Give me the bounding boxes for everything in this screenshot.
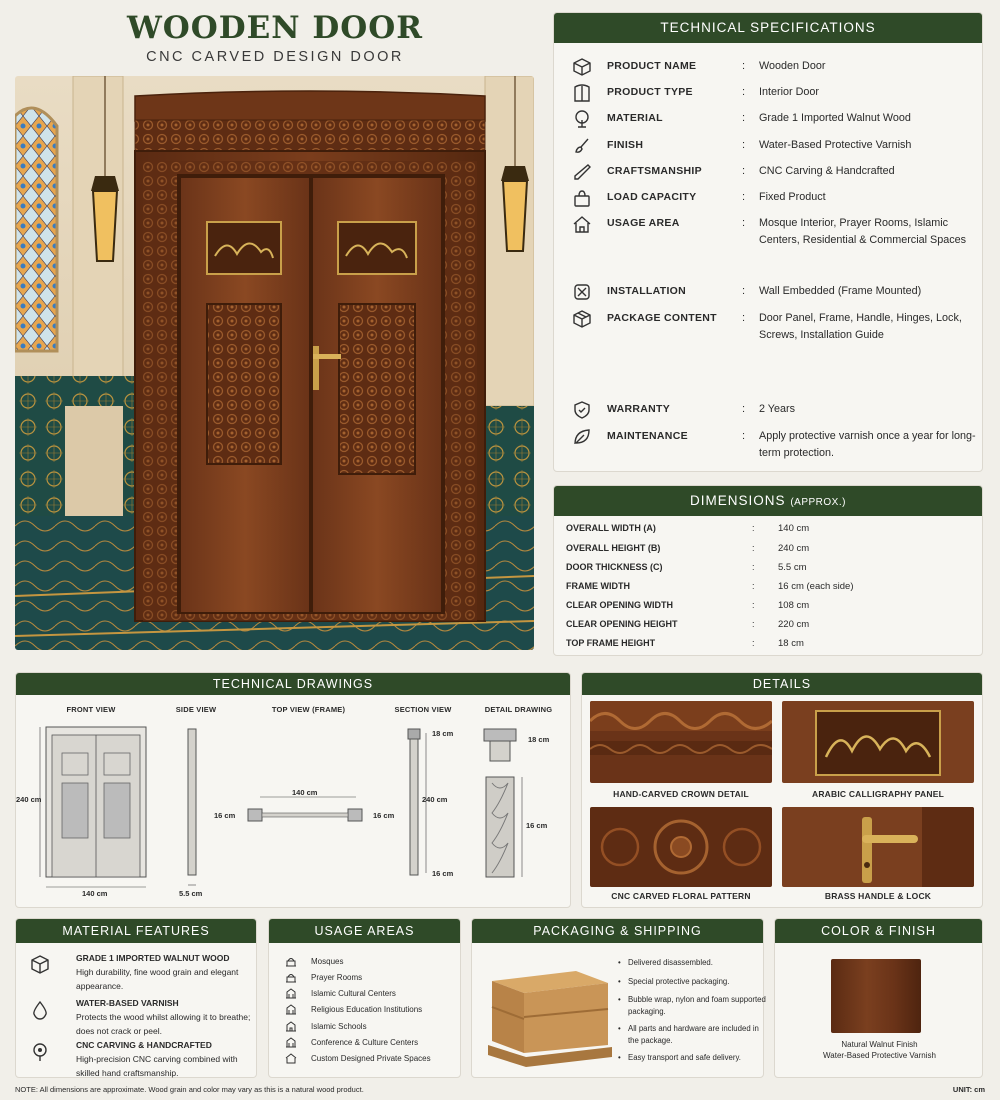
cube-icon <box>572 58 592 76</box>
door-icon <box>572 84 592 102</box>
brush-icon <box>572 137 592 155</box>
calligraphy-panel-image <box>782 701 974 783</box>
mosque-icon <box>285 971 297 983</box>
dimensions-heading: DIMENSIONS (APPROX.) <box>554 486 982 516</box>
technical-drawings-panel: TECHNICAL DRAWINGS FRONT VIEW SIDE VIEW TOP VIEW (FRAME) SECTION VIEW DETAIL DRAWING 240 cm 140 cm 5.5 cm 140 cm 16 cm 16 cm 18 cm 240 cm 16 cm 18 cm 16 cm <box>15 672 571 908</box>
caption-calligraphy: ARABIC CALLIGRAPHY PANEL <box>812 789 944 799</box>
section-view-label: SECTION VIEW <box>394 705 452 714</box>
technical-specifications-heading: TECHNICAL SPECIFICATIONS <box>554 13 982 43</box>
dimensions-panel: DIMENSIONS (APPROX.) OVERALL WIDTH (A) : 140 cm OVERALL HEIGHT (B) : 240 cm DOOR THICKNESS (C) : 5.5 cm FRAME WIDTH : 16 cm (each side) CLEAR OPENING WIDTH : 108 cm CLEAR OPENING HEIGHT : 220 cm TOP FRAME HEIGHT : 18 cm <box>553 485 983 656</box>
leaf-icon <box>572 428 592 446</box>
box-icon <box>572 310 592 328</box>
front-view-label: FRONT VIEW <box>66 705 116 714</box>
finish-type: Water-Based Protective Varnish <box>823 1051 936 1060</box>
details-heading: DETAILS <box>582 673 982 695</box>
caption-handle: BRASS HANDLE & LOCK <box>824 891 932 901</box>
color-finish-panel <box>774 918 983 1078</box>
side-view-label: SIDE VIEW <box>175 705 217 714</box>
page-title: WOODEN DOOR <box>126 10 424 46</box>
packaging-item: • Bubble wrap, nylon and foam supported packaging. <box>628 994 768 1018</box>
weight-icon <box>572 189 592 207</box>
shield-icon <box>572 401 592 419</box>
color-finish-heading: COLOR & FINISH <box>775 919 982 943</box>
details-panel <box>581 672 983 908</box>
building-icon <box>285 1003 297 1015</box>
packaging-item: • Special protective packaging. <box>628 976 768 988</box>
usage-areas-panel: USAGE AREAS Mosques Prayer Rooms Islamic Cultural Centers Religious Education Institutions Islamic Schools Conference & Culture Centers Custom Designed Private Spaces <box>268 918 461 1078</box>
footnote: NOTE: All dimensions are approximate. Wood grain and color may vary as this is a natural wood product. <box>15 1085 364 1094</box>
walnut-swatch <box>831 959 921 1033</box>
technical-drawings-heading: TECHNICAL DRAWINGS <box>16 673 570 695</box>
finish-name: Natural Walnut Finish <box>841 1040 918 1049</box>
top-view-label: TOP VIEW (FRAME) <box>271 705 346 714</box>
technical-specifications-panel: TECHNICAL SPECIFICATIONS PRODUCT NAME : Wooden Door PRODUCT TYPE : Interior Door MATERIAL : Grade 1 Imported Walnut Wood FINISH : Water-Based Protective Varnish CRAFTSMANSHIP : CNC Carving & Handcrafted LOAD CAPACITY : Fixed Product USAGE AREA : Mosque Interior, Prayer Rooms, Islamic Centers, Residential & Commercial Spaces INSTALLATION : Wall Embedded (Frame Mounted) PACKAGE CONTENT : Door Panel, Frame, Handle, Hinges, Lock, Screws, Installation Guide WARRANTY : 2 Years MAINTENANCE : Apply protective varnish once a year for long-term protection. <box>553 12 983 472</box>
unit-label: UNIT: cm <box>952 1085 985 1094</box>
floral-pattern-image <box>590 807 772 887</box>
tree-icon <box>572 110 592 128</box>
detail-drawing-label: DETAIL DRAWING <box>484 705 553 714</box>
crown-detail-image <box>590 701 772 783</box>
wooden-crate-image <box>486 957 614 1069</box>
school-icon <box>285 1020 297 1032</box>
cube-icon <box>30 955 50 975</box>
packaging-item: • Delivered disassembled. <box>628 957 768 969</box>
house-icon <box>572 215 592 233</box>
packaging-shipping-heading: PACKAGING & SHIPPING <box>472 919 763 943</box>
packaging-item: • Easy transport and safe delivery. <box>628 1052 768 1064</box>
caption-floral: CNC CARVED FLORAL PATTERN <box>611 891 751 901</box>
building-icon <box>285 1036 297 1048</box>
cnc-icon <box>30 1042 50 1062</box>
brass-handle-image <box>782 807 974 887</box>
material-features-panel: MATERIAL FEATURES GRADE 1 IMPORTED WALNUT WOOD High durability, fine wood grain and elegant appearance. WATER-BASED VARNISH Protects the wood whilst allowing it to breathe; does not crack or peel. CNC CARVING & HANDCRAFTED High-precision CNC carving combined with skilled hand craftsmanship. <box>15 918 257 1078</box>
packaging-item: • All parts and hardware are included in the package. <box>628 1023 768 1047</box>
house-icon <box>285 1052 297 1064</box>
usage-areas-heading: USAGE AREAS <box>269 919 460 943</box>
packaging-shipping-panel <box>471 918 764 1078</box>
material-features-heading: MATERIAL FEATURES <box>16 919 256 943</box>
drop-icon <box>30 1000 50 1020</box>
hero-door-image <box>15 76 534 650</box>
caption-crown: HAND-CARVED CROWN DETAIL <box>613 789 749 799</box>
building-icon <box>285 987 297 999</box>
chisel-icon <box>572 163 592 181</box>
mosque-icon <box>285 955 297 967</box>
page-subtitle: CNC CARVED DESIGN DOOR <box>146 49 404 65</box>
tools-icon <box>572 283 592 301</box>
